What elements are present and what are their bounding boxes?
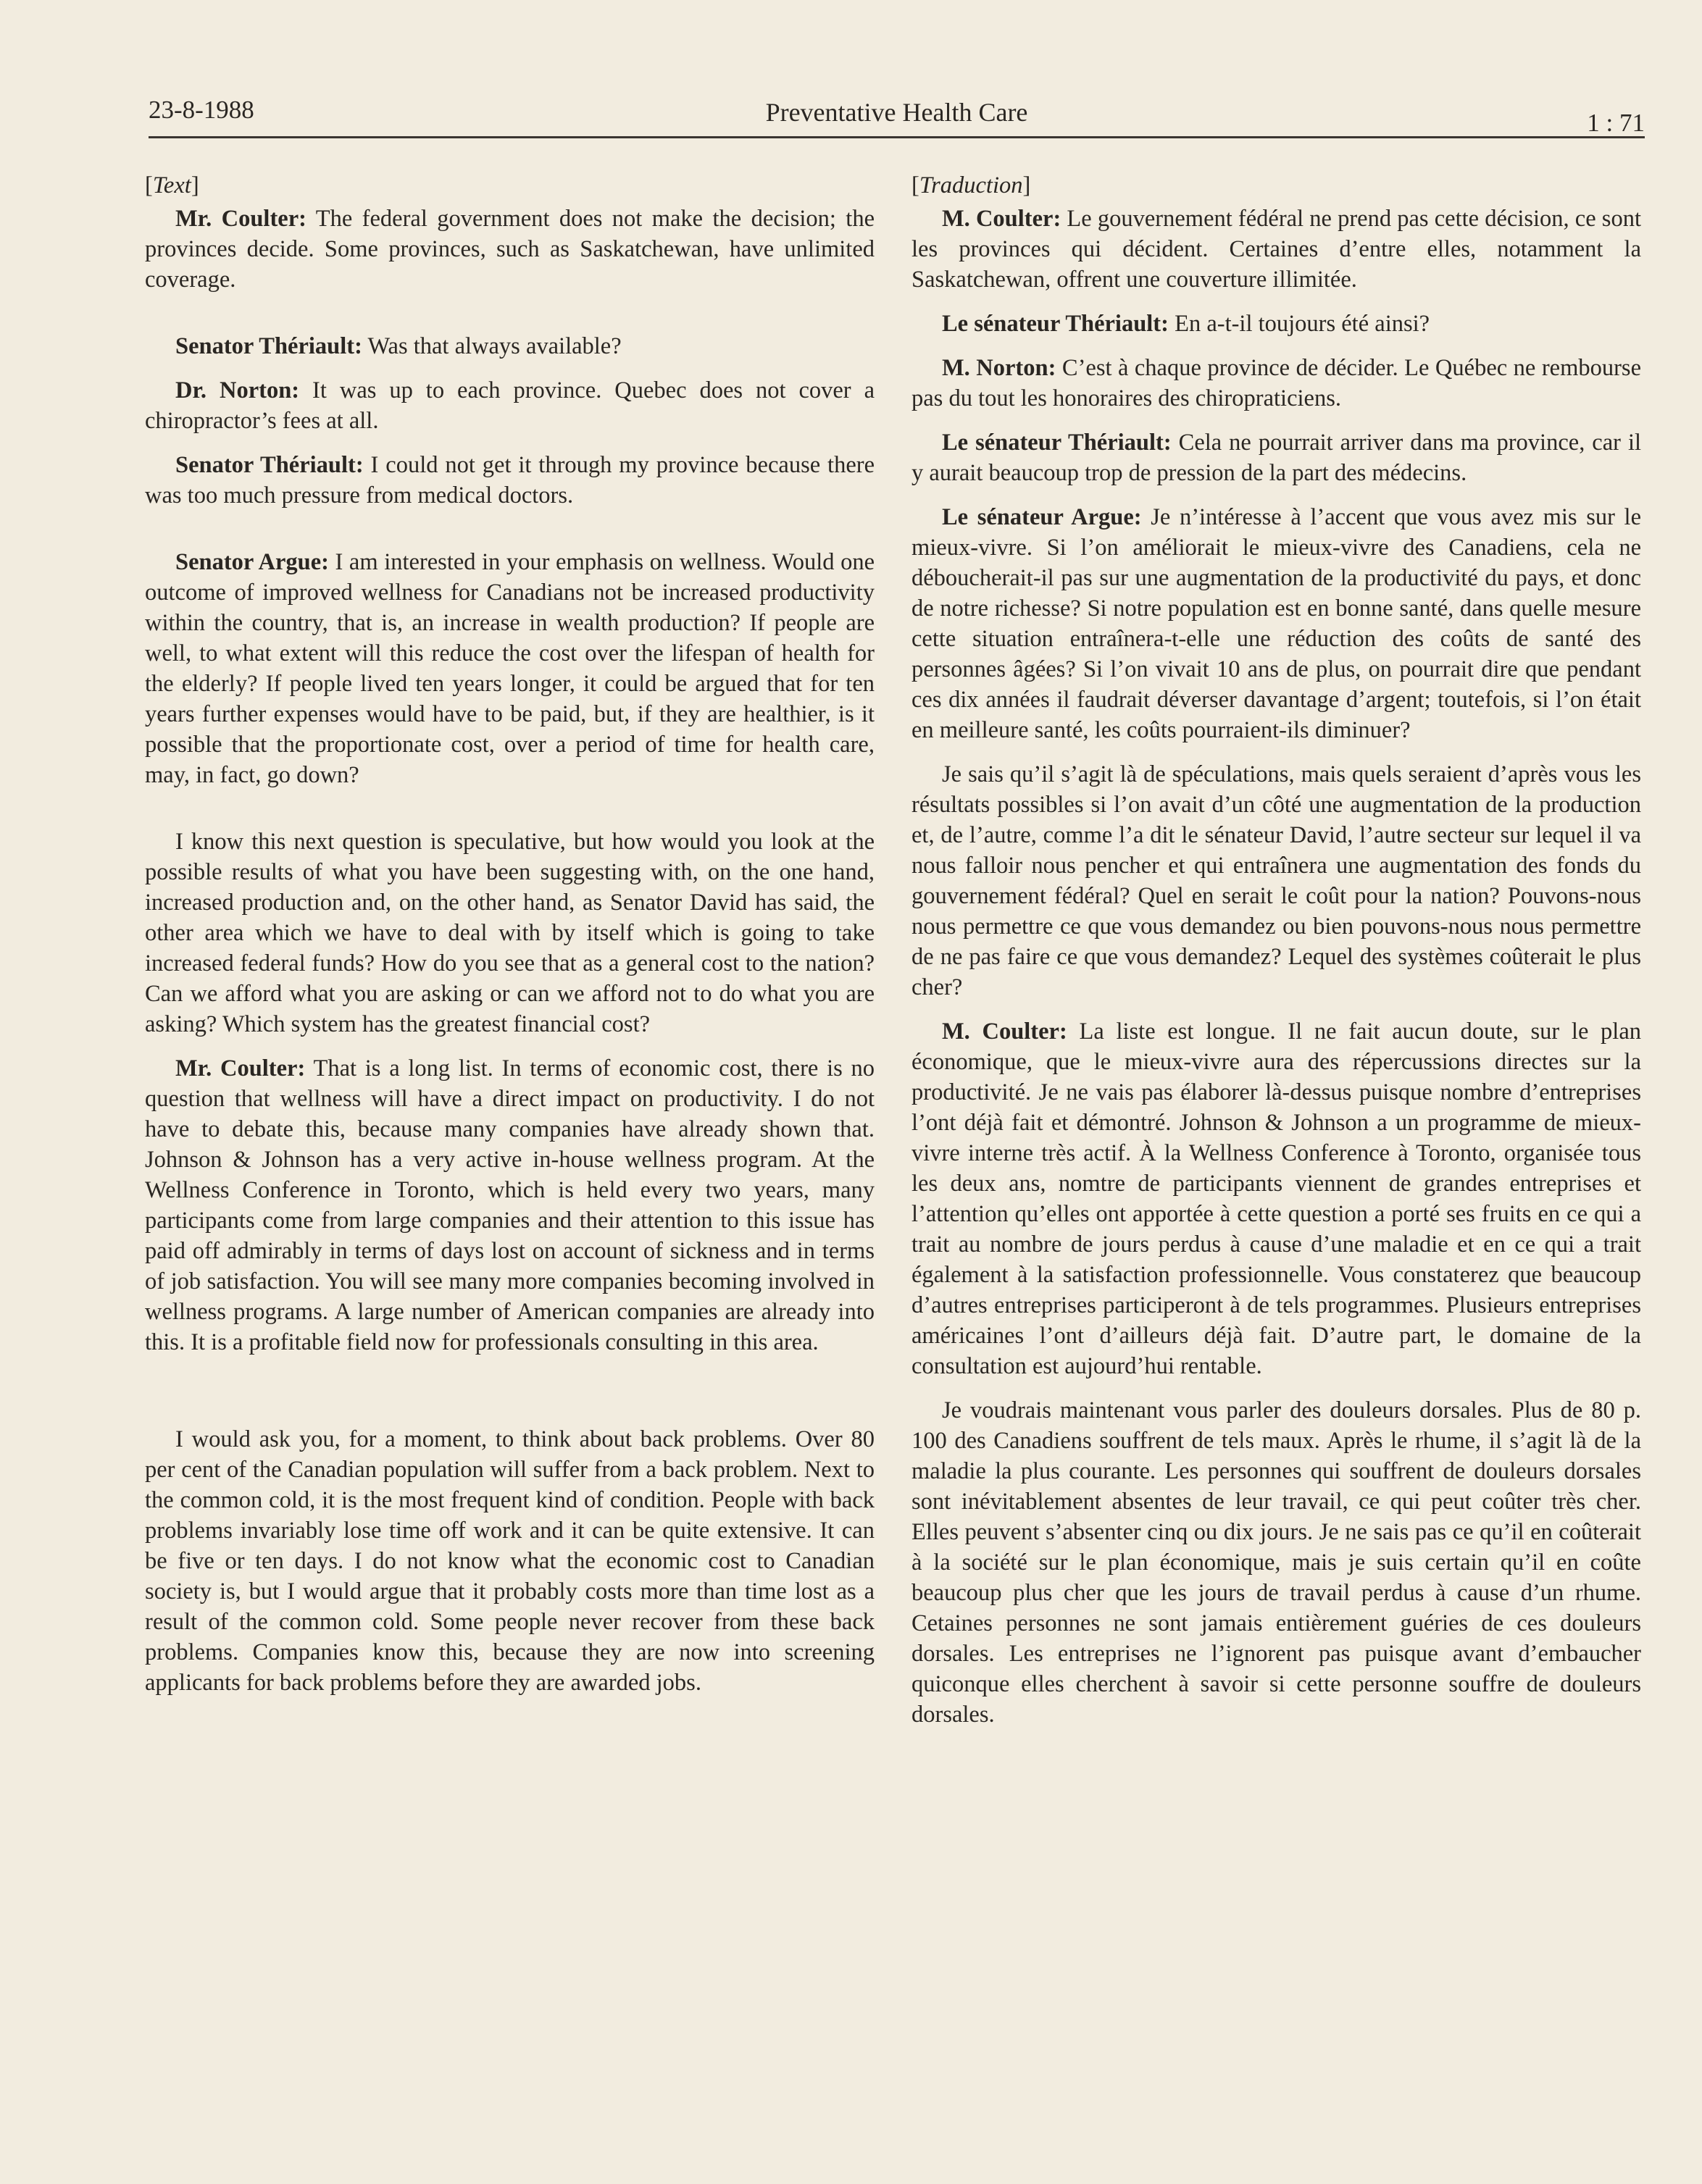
speaker-name: Mr. Coulter: <box>175 1055 306 1081</box>
section-tag: [Traduction] <box>912 172 1031 198</box>
paragraph: Je sais qu’il s’agit là de spéculations, mais quels seraient d’après vous les résultats possibles si l’on avait d’un côté une augmentation de la production et, de l’autre, comme l’a dit le sénateur David, l’autre secteur sur lequel il va nous falloir nous pencher et qui entraînera une augmentation des fonds du gouvernement fédéral? Quel en serait le coût pour la nation? Pouvons-nous nous permettre ce que vous demandez ou bien pouvons-nous nous permettre de ne pas faire ce que vous demandez? Lequel des systèmes coûterait le plus cher? <box>912 761 1641 1000</box>
speaker-name: M. Norton: <box>942 355 1056 381</box>
paragraph: Le sénateur Thériault: Cela ne pourrait arriver dans ma province, car il y aurait beaucoup trop de pression de la part des médecins. <box>912 430 1642 486</box>
header-title: Preventative Health Care <box>765 98 1028 127</box>
section-tag: [Text] <box>145 172 199 198</box>
paragraph: Dr. Norton: It was up to each province. Quebec does not cover a chiropractor’s fees at all. <box>145 377 875 434</box>
speaker-name: Dr. Norton: <box>175 377 300 403</box>
paragraph: M. Coulter: La liste est longue. Il ne fait aucun doute, sur le plan économique, que le mieux-vivre aura des répercussions directes sur la productivité. Je ne vais pas élaborer là-dessus puisque nombre d’entreprises l’ont déjà fait et démontré. Johnson & Johnson a un programme de mieux-vivre interne très actif. À la Wellness Conference à Toronto, organisée tous les deux ans, nomtre de participants viennent de grandes entreprises et l’attention qu’elles ont apportée à cette question a porté ses fruits en ce qui a trait au nombre de jours perdus à cause d’une maladie et en ce qui a trait également à la satisfaction professionnelle. Vous constaterez que beaucoup d’autres entreprises participeront à de tels programmes. Plusieurs entreprises américaines l’ont d’ailleurs déjà fait. D’autre part, le domaine de la consultation est aujourd’hui rentable. <box>912 1018 1642 1379</box>
paragraph: I would ask you, for a moment, to think about back problems. Over 80 per cent of the Canadian population will suffer from a back problem. Next to the common cold, it is the most frequent kind of condition. People with back problems invariably lose time off work and it can be quite extensive. It can be five or ten days. I do not know what the economic cost to Canadian society is, but I would argue that it probably costs more than time lost as a result of the common cold. Some people never recover from these back problems. Companies know this, because they are now into screening applicants for back problems before they are awarded jobs. <box>145 1426 875 1696</box>
paragraph: Le sénateur Thériault: En a-t-il toujours été ainsi? <box>942 311 1430 337</box>
speaker-name: Le sénateur Thériault: <box>942 311 1169 337</box>
english-column <box>145 170 875 1712</box>
paragraph: Senator Thériault: I could not get it through my province because there was too much pressure from medical doctors. <box>145 452 875 509</box>
paragraph: I know this next question is speculative, but how would you look at the possible results of what you have been suggesting with, on the one hand, increased production and, on the other hand, as Senator David has said, the other area which we have to deal with by itself which is going to take increased federal funds? How do you see that as a general cost to the nation? Can we afford what you are asking or can we afford not to do what you are asking? Which system has the greatest financial cost? <box>145 829 875 1037</box>
paragraph: Le sénateur Argue: Je n’intéresse à l’accent que vous avez mis sur le mieux-vivre. Si l’on améliorait le mieux-vivre des Canadiens, cela ne déboucherait-il pas sur une augmentation de la productivité du pays, et donc de notre richesse? Si notre population est en bonne santé, dans quelle mesure cette situation entraînera-t-elle une réduction des coûts de santé des personnes âgées? Si l’on vivait 10 ans de plus, on pourrait dire que pendant ces dix années il faudrait déverser davantage d’argent; toutefois, si l’on était en meilleure santé, les coûts pourraient-ils diminuer? <box>912 504 1641 743</box>
speaker-name: Mr. Coulter: <box>175 206 306 232</box>
header-page-number: 1 : 71 <box>1587 109 1645 137</box>
speaker-name: Le sénateur Thériault: <box>942 430 1172 456</box>
paragraph: Senator Thériault: Was that always available? <box>175 333 622 359</box>
page-header <box>149 87 1645 138</box>
paragraph: Mr. Coulter: The federal government does not make the decision; the provinces decide. Some provinces, such as Saskatchewan, have unlimited coverage. <box>145 206 875 293</box>
paragraph: Je voudrais maintenant vous parler des douleurs dorsales. Plus de 80 p. 100 des Canadiens souffrent de tels maux. Après le rhume, il s’agit là de la maladie la plus courante. Les personnes qui souffrent de douleurs dorsales sont inévitablement absentes de leur travail, ce qui peut coûter très cher. Elles peuvent s’absenter cinq ou dix jours. Je ne sais pas ce qu’il en coûterait à la société sur le plan économique, mais je suis certain qu’il en coûte beaucoup plus cher que les jours de travail perdus à cause d’un rhume. Cetaines personnes ne sont jamais entièrement guéries de ces douleurs dorsales. Les entreprises ne l’ignorent pas puisque avant d’embaucher quiconque elles cherchent à savoir si cette personne souffre de douleurs dorsales. <box>912 1397 1641 1728</box>
header-date: 23-8-1988 <box>149 96 254 124</box>
french-column <box>912 170 1641 1744</box>
paragraph: Mr. Coulter: That is a long list. In terms of economic cost, there is no question that wellness will have a direct impact on productivity. I do not have to debate this, because many companies have already shown that. Johnson & Johnson has a very active in-house wellness program. At the Wellness Conference in Toronto, which is held every two years, many participants come from large companies and their attention to this issue has paid off admirably in terms of days lost on account of sickness and in terms of job satisfaction. You will see many more companies becoming involved in wellness programs. A large number of American companies are already into this. It is a profitable field now for professionals consulting in this area. <box>145 1055 875 1355</box>
speaker-name: M. Coulter: <box>942 206 1061 232</box>
speaker-name: Senator Thériault: <box>175 452 364 478</box>
speaker-name: Senator Thériault: <box>175 333 362 359</box>
paragraph: M. Norton: C’est à chaque province de décider. Le Québec ne rembourse pas du tout les honoraires des chiropraticiens. <box>912 355 1641 411</box>
speaker-name: M. Coulter: <box>942 1018 1067 1045</box>
speaker-name: Le sénateur Argue: <box>942 504 1142 530</box>
speaker-name: Senator Argue: <box>175 549 329 575</box>
paragraph: M. Coulter: Le gouvernement fédéral ne prend pas cette décision, ce sont les provinces qui décident. Certaines d’entre elles, notamment la Saskatchewan, offrent une couverture illimitée. <box>912 206 1641 293</box>
paragraph: Senator Argue: I am interested in your emphasis on wellness. Would one outcome of improved wellness for Canadians not be increased productivity within the country, that is, an increase in wealth production? If people are well, to what extent will this reduce the cost over the lifespan of health for the elderly? If people lived ten years longer, it could be argued that for ten years further expenses would have to be paid, but, if they are healthier, is it possible that the proportionate cost, over a period of time for health care, may, in fact, go down? <box>145 549 875 788</box>
